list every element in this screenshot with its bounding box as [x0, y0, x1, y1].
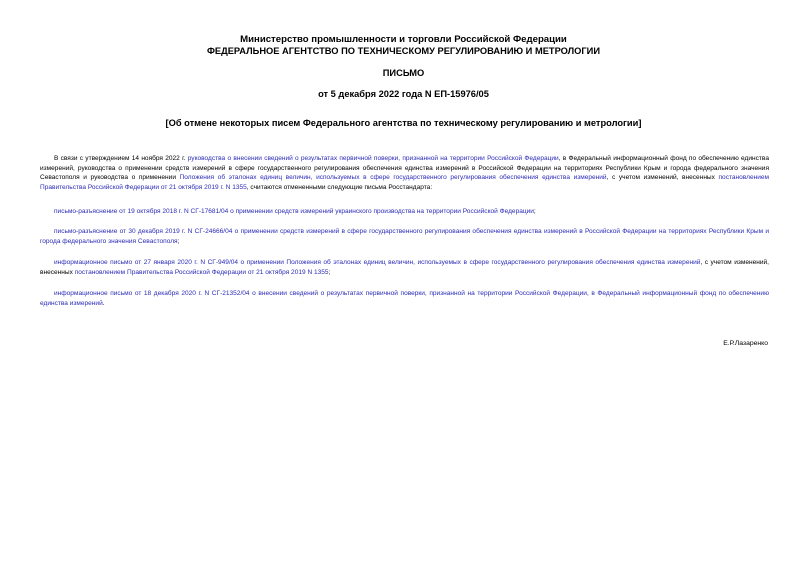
document-type: ПИСЬМО [382, 68, 425, 78]
list-item-4-link[interactable]: информационное письмо от 18 декабря 2020 г. N СГ-21352/04 о внесении сведений о результатах первичной поверки, признанной на территории Российской Федерации, в Федеральный информационный фонд по обеспечению единства измерений [40, 290, 769, 307]
list-item-2-tail: ; [177, 237, 180, 245]
intro-text-1: В связи с утверждением 14 ноября 2022 г. [54, 155, 188, 162]
list-item-3-link-resolution[interactable]: постановлением Правительства Российской Федерации от 21 октября 2019 N 1355 [74, 268, 329, 276]
list-item-2 [40, 227, 769, 246]
agency-title: ФЕДЕРАЛЬНОЕ АГЕНТСТВО ПО ТЕХНИЧЕСКОМУ РЕГУЛИРОВАНИЮ И МЕТРОЛОГИИ [206, 46, 601, 56]
signature: Е.Р.Лазаренко [723, 340, 768, 347]
intro-link-primary-verification-guide[interactable]: руководства о внесении сведений о результатах первичной поверки, признанной на территории Российской Федерации [187, 155, 559, 162]
intro-link-government-resolution[interactable]: постановлением Правительства Российской Федерации от 21 октября 2019 г. N 1355 [40, 174, 770, 191]
intro-paragraph [40, 154, 769, 192]
list-item-3-mid: , с учетом изменений, внесенных [40, 259, 770, 276]
intro-text-2: , в Федеральный информационный фонд по обеспечению единства измерений, руководства о применении средств измерений в сфере государственного регулирования обеспечения единства измерений в Российской Федерации на территориях Республики Крым и города федерального значения Севастополя и руководства о применении [40, 155, 769, 181]
list-item-4 [40, 289, 769, 308]
ministry-title: Министерство промышленности и торговли Российской Федерации [240, 34, 567, 45]
document-subject: [Об отмене некоторых писем Федерального агентства по техническому регулированию и метрологии] [165, 118, 642, 128]
list-item-1-tail: ; [533, 208, 536, 215]
intro-text-3: , с учетом изменений, внесенных [606, 174, 719, 181]
document-date-number: от 5 декабря 2022 года N ЕП-15976/05 [318, 89, 489, 99]
list-item-3-tail: ; [328, 268, 331, 276]
list-item-4-tail: . [102, 299, 105, 307]
intro-text-4: , считаются отмененными следующие письма Росстандарта: [246, 183, 433, 191]
list-item-2-link[interactable]: письмо-разъяснение от 30 декабря 2019 г. N СГ-24666/04 о применении средств измерений в сфере государственного регулирования обеспечения единства измерений в Российской Федерации на территориях Республики Крым и города федерального значения Севастополя [40, 228, 769, 245]
list-item-3 [40, 258, 769, 277]
intro-link-standards-regulation[interactable]: Положения об эталонах единиц величин, используемых в сфере государственного регулирования обеспечения единства измерений [179, 174, 607, 181]
list-item-1-link[interactable]: письмо-разъяснение от 19 октября 2018 г. N СГ-17681/04 о применении средств измерений украинского производства на территории Российской Федерации [54, 208, 534, 215]
list-item-3-link[interactable]: информационное письмо от 27 января 2020 г. N СГ-949/04 о применении Положения об эталонах единиц величин, используемых в сфере государственного регулирования обеспечения единства измерений [54, 259, 701, 266]
list-item-1 [40, 207, 769, 217]
